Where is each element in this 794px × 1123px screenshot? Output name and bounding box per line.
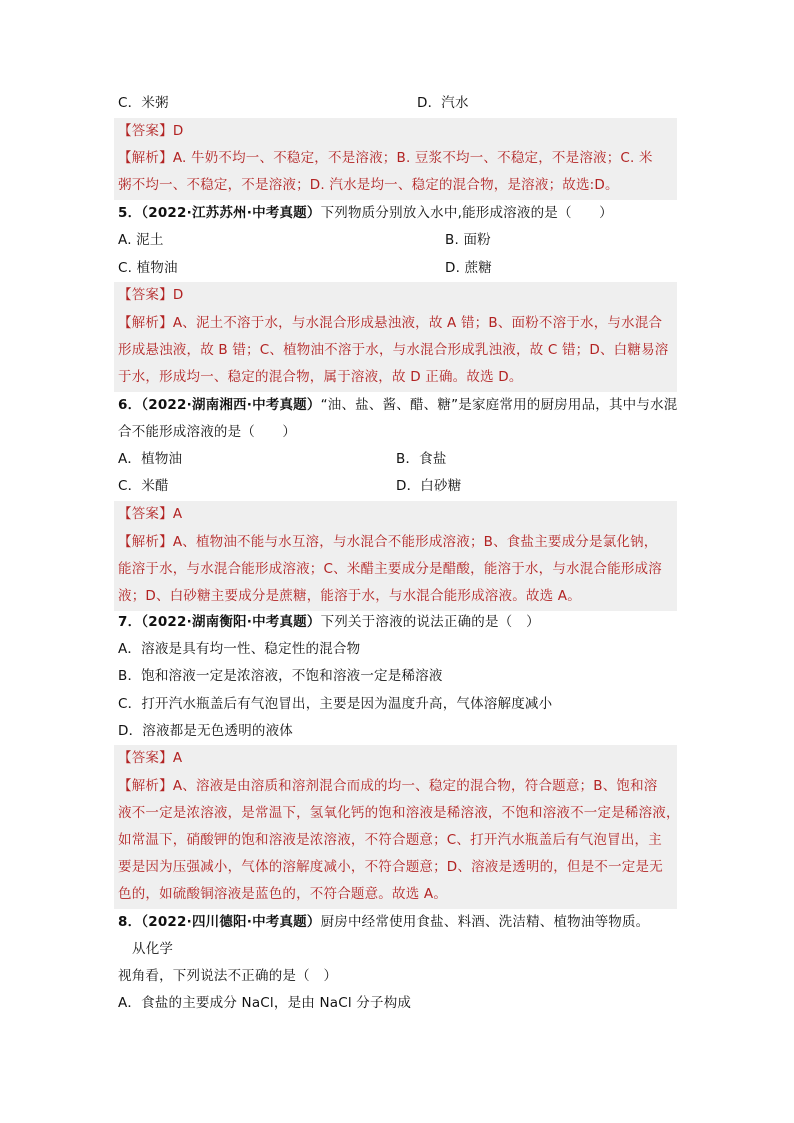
analysis-text: A. 牛奶不均一、不稳定，不是溶液；B. 豆浆不均一、不稳定，不是溶液；C. 米 (172, 150, 653, 166)
q6-analysis-line-2: 能溶于水，与水混合能形成溶液；C、米醋主要成分是醋酸，能溶于水，与水混合能形成溶 (118, 561, 662, 577)
analysis-text: A、泥土不溶于水，与水混合形成悬浊液，故 A 错；B、面粉不溶于水，与水混合 (172, 315, 663, 331)
question-number: 7． (118, 614, 142, 630)
question-source: （2022·湖南衡阳·中考真题） (141, 614, 321, 630)
q4-answer (118, 118, 678, 145)
q7-analysis-line-3: 如常温下，硝酸钾的饱和溶液是浓溶液，不符合题意；C、打开汽水瓶盖后有气泡冒出，主 (118, 832, 662, 848)
q6-option-b: B．食盐 (396, 451, 447, 467)
q5-analysis-line-3: 于水，形成均一、稳定的混合物，属于溶液，故 D 正确。故选 D。 (118, 369, 523, 385)
question-number: 8． (118, 914, 142, 930)
answer-value: D (172, 123, 184, 139)
answer-tag: 【答案】 (118, 287, 173, 303)
q6-option-d: D．白砂糖 (396, 478, 462, 494)
q5-stem (118, 200, 678, 227)
q8-stem-line-2: 从化学 (132, 941, 174, 957)
q6-answer (118, 501, 678, 528)
q7-analysis-line-5: 色的，如硫酸铜溶液是蓝色的，不符合题意。故选 A。 (118, 886, 448, 902)
question-number: 5． (118, 205, 142, 221)
answer-tag: 【答案】 (118, 750, 173, 766)
q5-analysis-line-1 (118, 310, 678, 337)
analysis-tag: 【解析】 (118, 778, 173, 794)
question-text: 下列关于溶液的说法正确的是（ ） (320, 614, 540, 630)
q6-stem-line-2: 合不能形成溶液的是（ ） (118, 424, 297, 440)
analysis-tag: 【解析】 (118, 315, 173, 331)
q7-analysis-line-2: 液不一定是浓溶液，是常温下，氢氧化钙的饱和溶液是稀溶液，不饱和溶液不一定是稀溶液， (118, 805, 680, 821)
analysis-tag: 【解析】 (118, 150, 173, 166)
analysis-text: A、溶液是由溶质和溶剂混合而成的均一、稳定的混合物，符合题意；B、饱和溶 (172, 778, 658, 794)
q7-option-b: B．饱和溶液一定是浓溶液，不饱和溶液一定是稀溶液 (118, 668, 443, 684)
q5-option-a: A. 泥土 (118, 232, 164, 248)
q6-option-a: A．植物油 (118, 451, 183, 467)
q7-answer (118, 745, 678, 772)
q8-stem-line-3: 视角看，下列说法不正确的是（ ） (118, 968, 338, 984)
q8-option-a: A．食盐的主要成分 NaCl，是由 NaCl 分子构成 (118, 995, 412, 1011)
analysis-text: A、植物油不能与水互溶，与水混合不能形成溶液；B、食盐主要成分是氯化钠， (172, 534, 658, 550)
answer-value: D (172, 287, 184, 303)
q5-option-c: C. 植物油 (118, 260, 178, 276)
question-text: “油、盐、酱、醋、糖”是家庭常用的厨房用品，其中与水混 (320, 397, 678, 413)
question-source: （2022·湖南湘西·中考真题） (141, 397, 321, 413)
question-text: 下列物质分别放入水中,能形成溶液的是（ ） (320, 205, 613, 221)
q4-analysis-line-1 (118, 145, 678, 172)
q7-option-d: D．溶液都是无色透明的液体 (118, 723, 293, 739)
question-source: （2022·江苏苏州·中考真题） (141, 205, 321, 221)
q6-analysis-line-3: 液；D、白砂糖主要成分是蔗糖，能溶于水，与水混合能形成溶液。故选 A。 (118, 588, 581, 604)
q4-option-d: D．汽水 (417, 95, 469, 111)
q6-analysis-line-1 (118, 529, 678, 556)
q8-stem (118, 909, 678, 936)
question-source: （2022·四川德阳·中考真题） (141, 914, 321, 930)
q5-answer (118, 282, 678, 309)
q7-stem (118, 609, 678, 636)
answer-tag: 【答案】 (118, 123, 173, 139)
q7-analysis-line-1 (118, 773, 678, 800)
q5-option-d: D. 蔗糖 (445, 260, 492, 276)
q4-option-c: C．米粥 (118, 95, 169, 111)
q5-option-b: B. 面粉 (445, 232, 491, 248)
question-text: 厨房中经常使用食盐、料酒、洗洁精、植物油等物质。 (320, 914, 650, 930)
q7-analysis-line-4: 要是因为压强减小，气体的溶解度减小，不符合题意；D、溶液是透明的，但是不一定是无 (118, 859, 663, 875)
q5-analysis-line-2: 形成悬浊液，故 B 错；C、植物油不溶于水，与水混合形成乳浊液，故 C 错；D、白糖易溶 (118, 342, 669, 358)
q7-option-c: C．打开汽水瓶盖后有气泡冒出，主要是因为温度升高，气体溶解度减小 (118, 696, 553, 712)
answer-value: A (172, 506, 183, 522)
answer-value: A (172, 750, 183, 766)
q6-option-c: C．米醋 (118, 478, 169, 494)
analysis-tag: 【解析】 (118, 534, 173, 550)
answer-tag: 【答案】 (118, 506, 173, 522)
question-number: 6． (118, 397, 142, 413)
q4-analysis-line-2: 粥不均一、不稳定，不是溶液；D. 汽水是均一、稳定的混合物，是溶液；故选:D。 (118, 177, 619, 193)
q6-stem-line-1 (118, 392, 678, 419)
q7-option-a: A．溶液是具有均一性、稳定性的混合物 (118, 641, 361, 657)
